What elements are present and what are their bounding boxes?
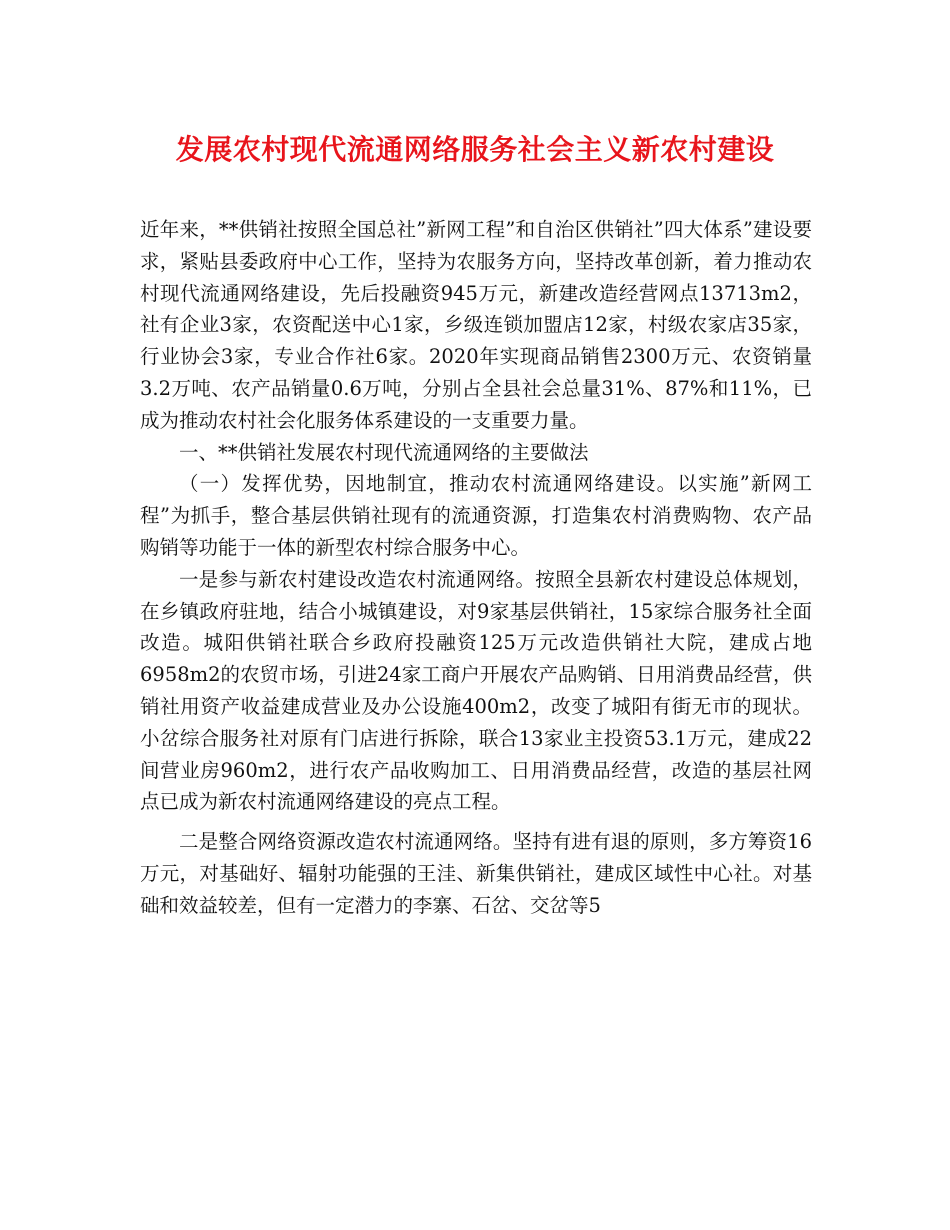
document-body: [140, 214, 812, 922]
paragraph-subsection-1: （一）发挥优势，因地制宜，推动农村流通网络建设。以实施”新网工程”为抓手，整合基层供销社现有的流通资源，打造集农村消费购物、农产品购销等功能于一体的新型农村综合服务中心。: [140, 472, 812, 559]
document-title: 发展农村现代流通网络服务社会主义新农村建设: [175, 133, 775, 166]
paragraph-intro: 近年来，**供销社按照全国总社”新网工程”和自治区供销社”四大体系”建设要求，紧贴县委政府中心工作，坚持为农服务方向，坚持改革创新，着力推动农村现代流通网络建设，先后投融资945万元，新建改造经营网点13713m2，社有企业3家，农资配送中心1家，乡级连锁加盟店12家，村级农家店35家，行业协会3家，专业合作社6家。2020年实现商品销售2300万元、农资销量3.2万吨、农产品销量0.6万吨，分别占全县社会总量31%、87%和11%，已成为推动农村社会化服务体系建设的一支重要力量。: [140, 218, 812, 432]
paragraph-point-1: 一是参与新农村建设改造农村流通网络。按照全县新农村建设总体规划，在乡镇政府驻地，结合小城镇建设，对9家基层供销社，15家综合服务社全面改造。城阳供销社联合乡政府投融资125万元改造供销社大院，建成占地6958m2的农贸市场，引进24家工商户开展农产品购销、日用消费品经营，供销社用资产收益建成营业及办公设施400m2，改变了城阳有街无市的现状。小岔综合服务社对原有门店进行拆除，联合13家业主投资53.1万元，建成22间营业房960m2，进行农产品收购加工、日用消费品经营，改造的基层社网点已成为新农村流通网络建设的亮点工程。: [140, 567, 812, 814]
paragraph-point-2: 二是整合网络资源改造农村流通网络。坚持有进有退的原则，多方筹资16万元，对基础好、辐射功能强的王洼、新集供销社，建成区域性中心社。对基础和效益较差，但有一定潜力的李寨、石岔、交岔等5: [140, 830, 812, 917]
section-heading: 一、**供销社发展农村现代流通网络的主要做法: [179, 440, 589, 464]
